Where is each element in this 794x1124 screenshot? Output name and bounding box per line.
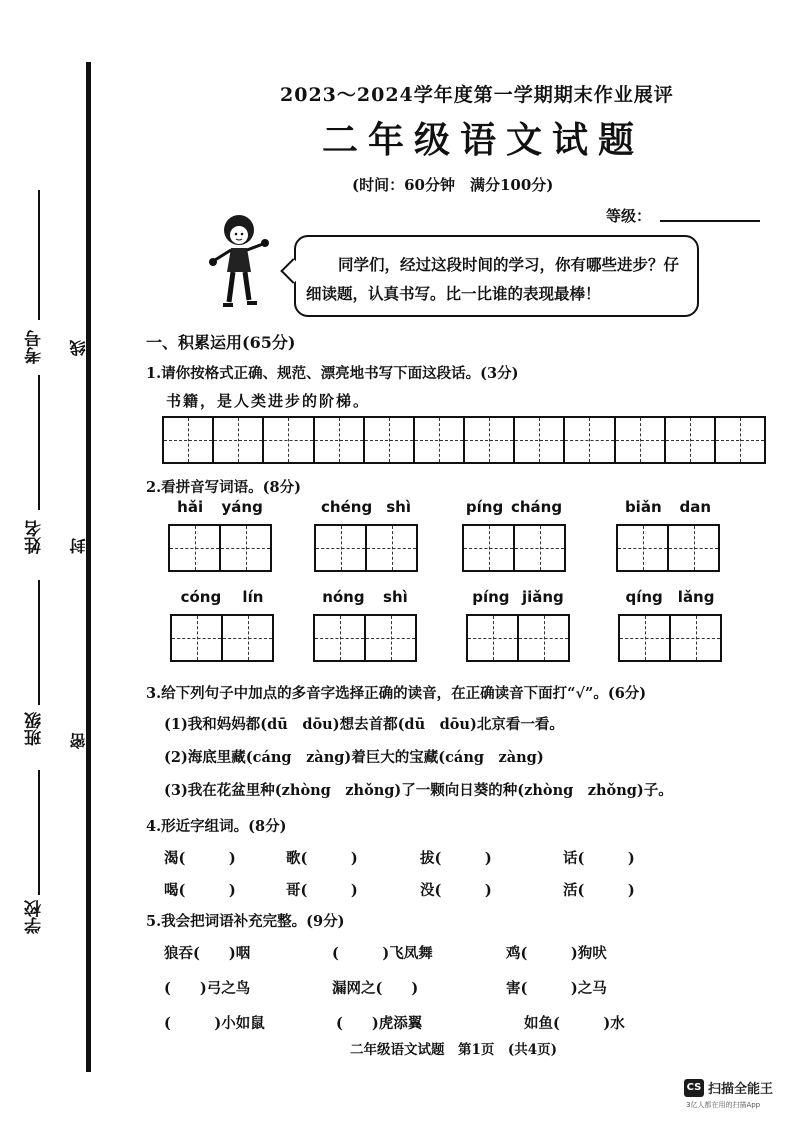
writing-cell[interactable] [214,418,264,462]
pinyin-syllable: yáng [221,498,263,516]
idiom-blank[interactable]: ( )弓之鸟 [164,980,251,997]
section-title: 一、积累运用(65分) [146,333,296,352]
word-blank[interactable]: 活( ) [563,882,635,899]
seal-char-seal: 封 [69,538,88,554]
answer-cell[interactable] [671,616,720,660]
pinyin-syllable: nóng [322,588,365,606]
pinyin-item[interactable] [170,588,274,662]
writing-cell[interactable] [315,418,365,462]
idiom-blank[interactable]: ( )小如鼠 [164,1015,265,1032]
pinyin-item[interactable] [462,498,566,572]
word-blank[interactable]: 歌( ) [286,850,358,867]
answer-cell[interactable] [519,616,568,660]
pinyin-item[interactable] [168,498,272,572]
answer-cell[interactable] [669,526,718,570]
answer-cell[interactable] [315,616,366,660]
pinyin-syllable: qíng [625,588,663,606]
pinyin-syllable: lín [242,588,264,606]
answer-cell[interactable] [221,526,270,570]
answer-grid[interactable] [618,614,722,662]
binding-line [86,62,91,1072]
answer-cell[interactable] [172,616,223,660]
word-blank[interactable]: 渴( ) [164,850,236,867]
pinyin-syllable: jiǎng [521,588,564,606]
answer-cell[interactable] [316,526,367,570]
seal-char-line: 线 [69,340,88,356]
idiom-blank[interactable]: ( )飞凤舞 [332,945,433,962]
grade-blank[interactable] [660,220,760,222]
seal-char-secret: 密 [69,733,88,749]
question-3-line: (1)我和妈妈都(dū dōu)想去首都(dū dōu)北京看一看。 [164,716,564,733]
pinyin-syllable: biǎn [624,498,662,516]
writing-cell[interactable] [716,418,764,462]
answer-cell[interactable] [620,616,671,660]
writing-cell[interactable] [415,418,465,462]
answer-grid[interactable] [462,524,566,572]
answer-grid[interactable] [616,524,720,572]
pinyin-item[interactable] [618,588,722,662]
pinyin-syllable: chéng [321,498,373,516]
word-blank[interactable]: 哥( ) [286,882,358,899]
writing-cell[interactable] [616,418,666,462]
pinyin-item[interactable] [466,588,570,662]
writing-cell[interactable] [264,418,314,462]
idiom-blank[interactable]: 害( )之马 [506,980,607,997]
idiom-blank[interactable]: 如鱼( )水 [524,1015,625,1032]
pinyin-item[interactable] [616,498,720,572]
exam-number-label: 考号 [25,330,45,364]
pinyin-syllable: hǎi [177,498,204,516]
grade-label: 等级： [606,207,652,225]
question-2-prompt: 2.看拼音写词语。(8分) [146,479,301,496]
word-blank[interactable]: 喝( ) [164,882,236,899]
exam-time-score: (时间：60分钟 满分100分) [352,176,554,194]
answer-cell[interactable] [464,526,515,570]
pinyin-syllable: dan [679,498,712,516]
exam-period: 2023～2024学年度第一学期期末作业展评 [280,84,674,106]
speech-bubble-text: 同学们，经过这段时间的学习，你有哪些进步？仔细读题，认真书写。比一比谁的表现最棒！ [306,255,680,303]
answer-grid[interactable] [314,524,418,572]
answer-cell[interactable] [366,616,415,660]
answer-grid[interactable] [168,524,272,572]
pinyin-syllable: lǎng [677,588,715,606]
answer-cell[interactable] [618,526,669,570]
writing-grid[interactable] [162,416,766,464]
question-1-sample-text: 书籍，是人类进步的阶梯。 [166,392,371,410]
answer-grid[interactable] [313,614,417,662]
writing-cell[interactable] [565,418,615,462]
pinyin-syllable: cóng [180,588,222,606]
exam-number-line [38,190,40,320]
pinyin-syllable: cháng [510,498,563,516]
pinyin-syllable: shì [386,498,411,516]
school-line [38,770,40,895]
writing-cell[interactable] [365,418,415,462]
pinyin-syllable: píng [472,588,510,606]
question-3-line: (2)海底里藏(cáng zàng)着巨大的宝藏(cáng zàng) [164,749,544,766]
word-blank[interactable]: 拔( ) [420,850,492,867]
scanner-name: 扫描全能王 [708,1082,774,1097]
scanner-watermark [684,1078,773,1097]
page-title: 二年级语文试题 [322,119,645,161]
answer-cell[interactable] [367,526,416,570]
question-1-prompt: 1.请你按格式正确、规范、漂亮地书写下面这段话。(3分) [146,365,519,382]
answer-cell[interactable] [515,526,564,570]
answer-cell[interactable] [468,616,519,660]
idiom-blank[interactable]: ( )虎添翼 [336,1015,423,1032]
pinyin-item[interactable] [313,588,417,662]
question-4-prompt: 4.形近字组词。(8分) [146,818,287,835]
pinyin-item[interactable] [314,498,418,572]
writing-cell[interactable] [465,418,515,462]
pinyin-syllable: píng [465,498,504,516]
name-line [38,375,40,510]
scanner-tagline: 3亿人都在用的扫描App [686,1101,761,1109]
word-blank[interactable]: 没( ) [420,882,492,899]
answer-grid[interactable] [170,614,274,662]
pinyin-syllable: shì [383,588,408,606]
answer-cell[interactable] [170,526,221,570]
writing-cell[interactable] [666,418,716,462]
answer-grid[interactable] [466,614,570,662]
school-label: 学校 [25,900,45,934]
girl-illustration [205,210,275,315]
page-footer: 二年级语文试题 第1页 (共4页) [350,1042,558,1058]
scanner-logo-icon: CS [684,1079,704,1097]
idiom-blank[interactable]: 鸡( )狗吠 [506,945,607,962]
question-3-line: (3)我在花盆里种(zhòng zhǒng)了一颗向日葵的种(zhòng zhǒng)子。 [164,782,673,799]
question-5-prompt: 5.我会把词语补充完整。(9分) [146,913,345,930]
idiom-blank[interactable]: 狼吞( )咽 [164,945,251,962]
writing-cell[interactable] [164,418,214,462]
class-label: 班级 [25,712,45,746]
writing-cell[interactable] [515,418,565,462]
answer-cell[interactable] [223,616,272,660]
class-line [38,580,40,705]
word-blank[interactable]: 话( ) [563,850,635,867]
idiom-blank[interactable]: 漏网之( ) [332,980,419,997]
name-label: 姓名 [25,520,45,554]
question-3-prompt: 3.给下列句子中加点的多音字选择正确的读音，在正确读音下面打“√”。(6分) [146,685,647,702]
